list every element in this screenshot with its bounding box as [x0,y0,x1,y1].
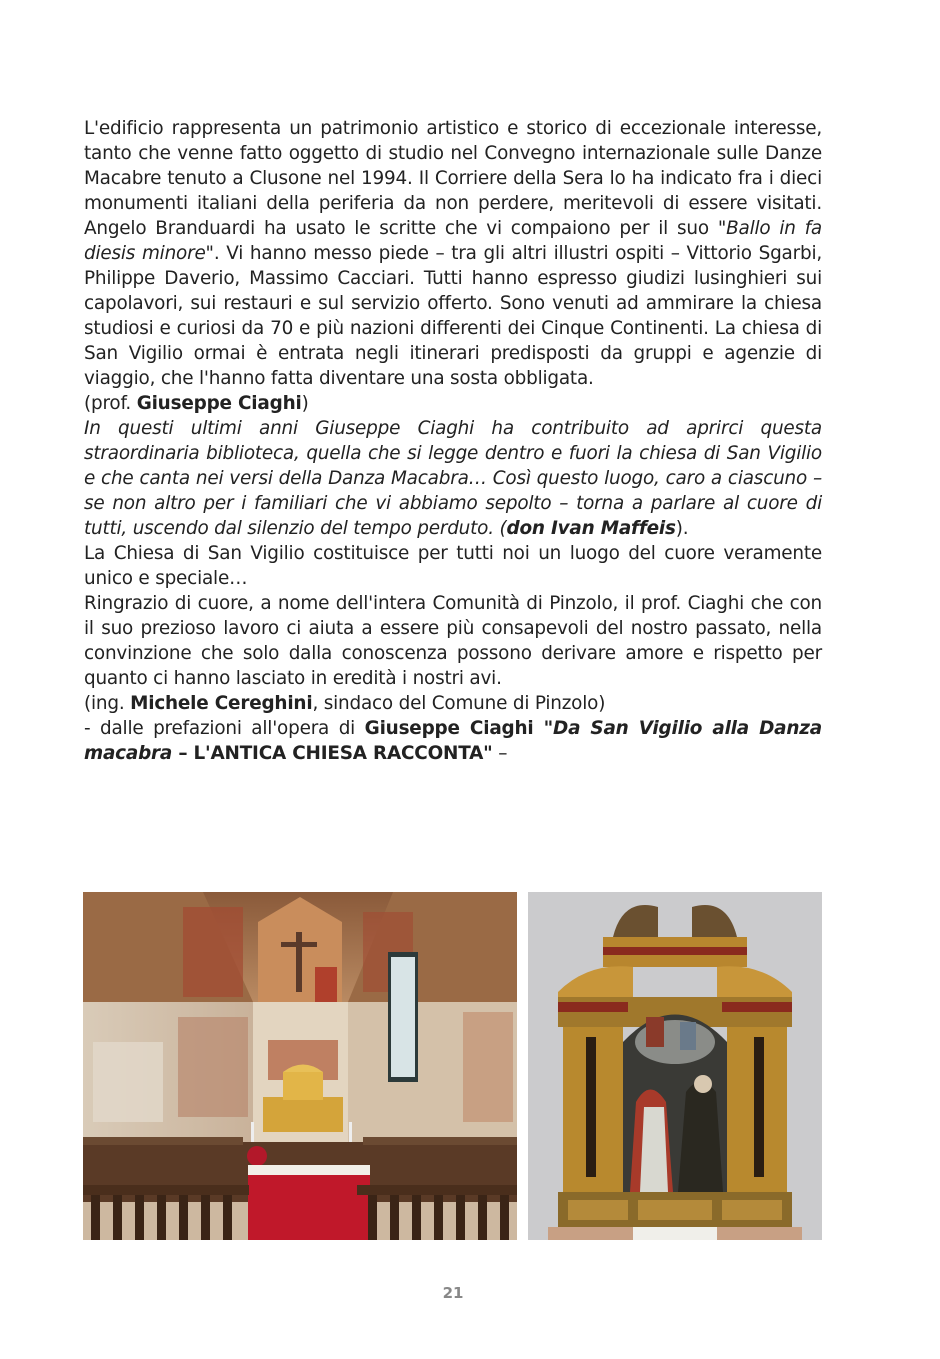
author-name: Michele Cereghini [130,693,313,714]
quote-maffeis: In questi ultimi anni Giuseppe Ciaghi ha contribuito ad aprirci questa straordinaria biblioteca, quella che si legge dentro e fuori la chiesa di San Vigilio e che canta nei versi della Danza Macabra… Così questo luogo, caro a ciascuno – se non altro per i familiari che vi abbiamo sepolto – torna a parlare al cuore di tutti, uscendo dal silenzio del tempo perduto. (don Ivan Maffeis). [84,418,822,539]
paragraph-history: L'edificio rappresenta un patrimonio artistico e storico di eccezionale interesse, tanto che venne fatto oggetto di studio nel Convegno internazionale sulle Danze Macabre tenuto a Clusone nel 1994. Il Corriere della Sera lo ha indicato fra i dieci monumenti italiani della periferia da non perdere, meritevoli di essere visitati. Angelo Branduardi ha usato le scritte che vi compaiono per il suo "Ballo in fa diesis minore". Vi hanno messo piede – tra gli altri illustri ospiti – Vittorio Sgarbi, Philippe Daverio, Massimo Cacciari. Tutti hanno espresso giudizi lusinghieri sui capolavori, sui restauri e sul servizio offerto. Sono venuti ad ammirare la chiesa studiosi e curiosi da 70 e più nazioni differenti dei Cinque Continenti. La chiesa di San Vigilio ormai è entrata negli itinerari predisposti da gruppi e agenzie di viaggio, che l'hanno fatta diventare una sosta obbligata. [84,118,823,389]
attribution-ciaghi: (prof. Giuseppe Ciaghi) [84,393,309,414]
church-interior-image [83,892,517,1240]
source-line: - dalle prefazioni all'opera di Giuseppe Ciaghi "Da San Vigilio alla Danza macabra – L'ANTICA CHIESA RACCONTA" – [84,718,823,764]
book-author: Giuseppe Ciaghi [364,718,534,739]
page-number: 21 [442,1284,464,1302]
author-name: Giuseppe Ciaghi [136,393,302,414]
altarpiece-photo [528,892,822,1240]
church-interior-photo [83,892,517,1240]
song-title: "Ballo in fa diesis minore" [84,218,822,264]
attribution-cereghini: (ing. Michele Cereghini, sindaco del Comune di Pinzolo) [84,693,606,714]
author-name: don Ivan Maffeis [506,518,676,539]
altarpiece-image [528,892,822,1240]
book-title: "Da San Vigilio alla Danza macabra [84,718,823,764]
paragraph-thanks: Ringrazio di cuore, a nome dell'intera Comunità di Pinzolo, il prof. Ciaghi che con il suo prezioso lavoro ci aiuta a essere più consapevoli del nostro passato, nella convinzione che solo dalla conoscenza possono derivare amore e rispetto per quanto ci hanno lasciato in eredità i nostri avi. [84,593,822,689]
paragraph-heart: La Chiesa di San Vigilio costituisce per tutti noi un luogo del cuore veramente unico e speciale… [84,543,822,589]
body-text [84,116,822,766]
